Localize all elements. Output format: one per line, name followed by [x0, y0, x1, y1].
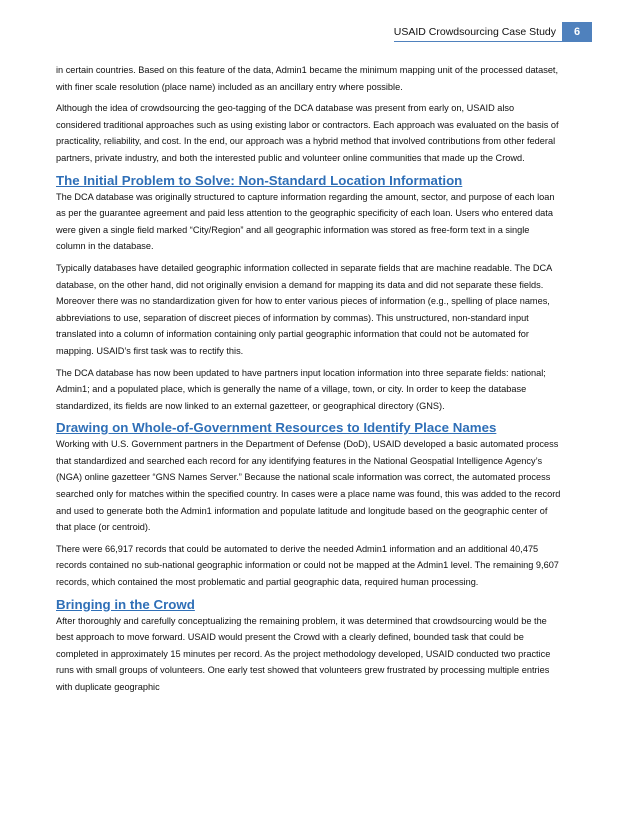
paragraph: After thoroughly and carefully conceptualizing the remaining problem, it was determined that crowdsourcing would be the best approach to move forward. USAID would present the Crowd with a clearly defined, bounded task that could be completed in approximately 15 minutes per record. As the project methodology developed, USAID conducted two practice runs with small groups of volunteers. One early test showed that volunteers grew frustrated by processing multiple entries with duplicate geographic	[56, 615, 551, 692]
paragraph: Although the idea of crowdsourcing the geo-tagging of the DCA database was present from early on, USAID also considered traditional approaches such as using existing labor or contractors. Each approach was evaluated on the basis of practicality, reliability, and cost. In the end, our approach was a hybrid method that involved contributions from other federal partners, private industry, and both the interested public and volunteer online communities that made up the Crowd.	[56, 103, 559, 163]
section-heading: The Initial Problem to Solve: Non-Standard Location Information	[56, 172, 463, 188]
paragraph: There were 66,917 records that could be automated to derive the needed Admin1 information and an additional 40,475 records contained no sub-national geographic information or could not be mapped at the Admin1 level. The remaining 9,607 records, which contained the most problematic and partial geographic data, required human processing.	[56, 543, 559, 588]
header-title: USAID Crowdsourcing Case Study	[394, 22, 562, 42]
page-header	[394, 22, 592, 42]
paragraph: in certain countries. Based on this feature of the data, Admin1 became the minimum mapping unit of the processed dataset, with finer scale resolution (place name) included as an ancillary entry where possible.	[56, 65, 559, 92]
paragraph: Working with U.S. Government partners in the Department of Defense (DoD), USAID developed a basic automated process that standardized and searched each record for any identifying features in the National Geospatial Intelligence Agency’s (NGA) online gazetteer “GNS Names Server.” Because the national scale information was correct, the automated process searched only for matches within the specified country. In cases were a place name was found, this was added to the record and used to generate both the Admin1 information and populate latitude and longitude based on the geographic center of that place (or centroid).	[56, 439, 561, 533]
paragraph: The DCA database was originally structured to capture information regarding the amount, sector, and purpose of each loan as per the guarantee agreement and paid less attention to the geographic specificity of each loan. Users who entered data were given a single field marked “City/Region” and all geographic information was stored as free-form text in a single column in the database.	[56, 191, 555, 252]
paragraph: The DCA database has now been updated to have partners input location information into three separate fields: national; Admin1; and a populated place, which is generally the name of a village, town, or city. In order to keep the database standardized, its fields are now linked to an external gazetteer, or geographical directory (GNS).	[56, 367, 546, 411]
paragraph: Typically databases have detailed geographic information collected in separate fields that are machine readable. The DCA database, on the other hand, did not originally envision a demand for mapping its data and did not separate these fields. Moreover there was no standardization given for how to enter various pieces of information (e.g., spelling of place names, abbreviations to use, separation of discreet pieces of information by commas). This unstructured, non-standard input translated into a column of information containing only partial geographic information that could not be automated for mapping. USAID’s first task was to rectify this.	[56, 262, 552, 356]
section-heading: Bringing in the Crowd	[56, 596, 195, 612]
document-body	[56, 62, 561, 701]
page-number: 6	[562, 22, 592, 42]
section-heading: Drawing on Whole-of-Government Resources to Identify Place Names	[56, 420, 497, 436]
